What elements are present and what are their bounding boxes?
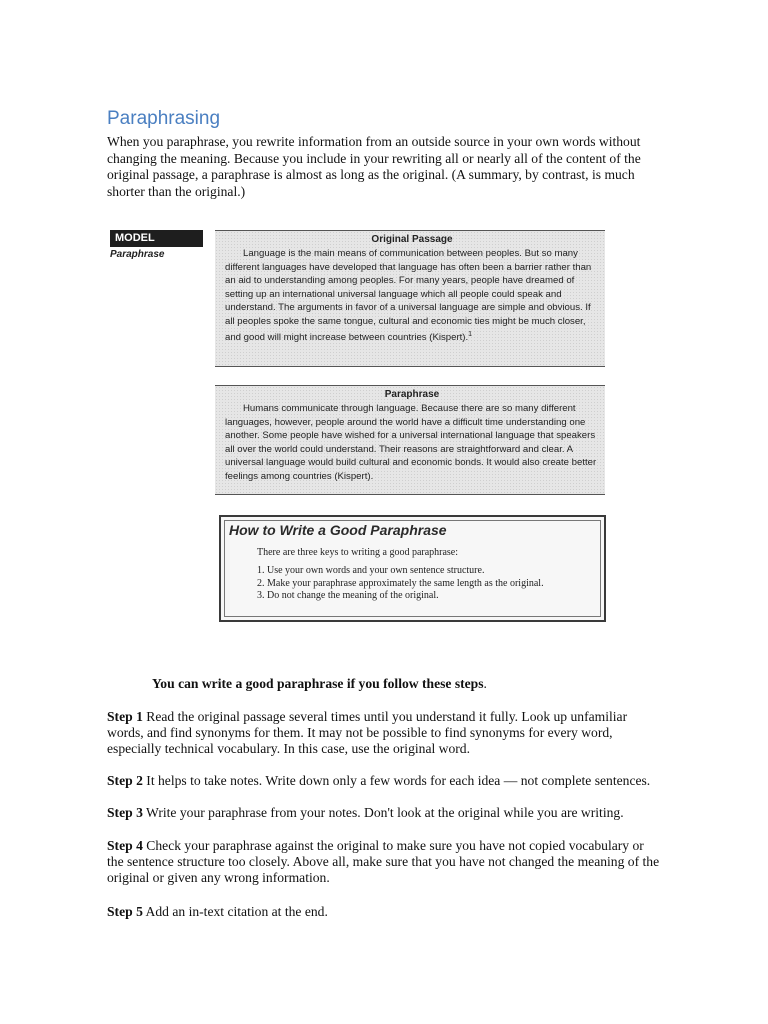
howto-list xyxy=(257,565,544,603)
howto-box xyxy=(219,515,606,622)
page-heading: Paraphrasing xyxy=(107,108,221,129)
intro-paragraph: When you paraphrase, you rewrite information from an outside source in your own words without changing the meaning. Because you include in your rewriting all or nearly all of the content of the original passage, a paraphrase is almost as long as the original. (A summary, by contrast, is much shorter than the original.) xyxy=(107,134,641,199)
model-subtitle: Paraphrase xyxy=(110,249,165,260)
howto-lead: There are three keys to writing a good paraphrase: xyxy=(257,547,459,558)
step-4 xyxy=(107,838,662,886)
paraphrase-box xyxy=(215,385,605,495)
step-label: Step 1 xyxy=(107,709,143,724)
step-label: Step 2 xyxy=(107,773,143,788)
step-1 xyxy=(107,709,662,757)
step-2 xyxy=(107,773,662,789)
footnote-marker: 1 xyxy=(468,331,473,338)
step-text: Add an in-text citation at the end. xyxy=(145,904,328,919)
original-passage-text xyxy=(225,247,599,345)
step-label: Step 4 xyxy=(107,838,143,853)
original-passage-title: Original Passage xyxy=(371,234,453,245)
step-3 xyxy=(107,805,662,821)
paraphrase-text: Humans communicate through language. Because there are so many different languages, however, people around the world have a difficult time understanding one another. Some people have wished for a universal international language that speakers all over the world could understand. Their reasons are straightforward and clear. A universal language would build cultural and economic bonds. It would also create better feelings among countries (Kispert). xyxy=(225,403,597,482)
original-passage-box xyxy=(215,230,605,367)
steps-intro-text: You can write a good paraphrase if you follow these steps xyxy=(152,676,484,691)
step-text: Check your paraphrase against the original to make sure you have not copied vocabulary or the sentence structure too closely. Above all, make sure that you have not changed the meaning of the original or given any wrong information. xyxy=(107,838,660,885)
howto-item: 1. Use your own words and your own sentence structure. xyxy=(257,565,485,576)
step-text: Read the original passage several times until you understand it fully. Look up unfamiliar words, and find synonyms for them. It may not be possible to find synonyms for every word, especially technical vocabulary. In this case, use the original word. xyxy=(107,709,628,756)
howto-item: 2. Make your paraphrase approximately the same length as the original. xyxy=(257,577,544,589)
howto-title: How to Write a Good Paraphrase xyxy=(229,522,447,538)
steps-intro-period: . xyxy=(483,676,487,691)
step-label: Step 5 xyxy=(107,904,143,919)
step-label: Step 3 xyxy=(107,805,143,820)
paraphrase-title: Paraphrase xyxy=(384,389,440,400)
steps-intro xyxy=(152,676,487,692)
step-text: It helps to take notes. Write down only a few words for each idea — not complete sentences. xyxy=(146,773,651,788)
step-text: Write your paraphrase from your notes. Don't look at the original while you are writing. xyxy=(146,805,624,820)
step-5 xyxy=(107,904,662,920)
model-badge: MODEL xyxy=(110,230,203,247)
howto-item: 3. Do not change the meaning of the original. xyxy=(257,590,439,601)
original-passage-body: Language is the main means of communication between peoples. But so many different languages have developed that language has often been a barrier rather than an aid to understanding among peoples. For many years, people have dreamed of setting up an international universal language which all people could speak and understand. The arguments in favor of a universal language are simple and obvious. If all peoples spoke the same tongue, cultural and economic ties might be much closer, and good will might increase between countries (Kispert). xyxy=(225,248,592,344)
